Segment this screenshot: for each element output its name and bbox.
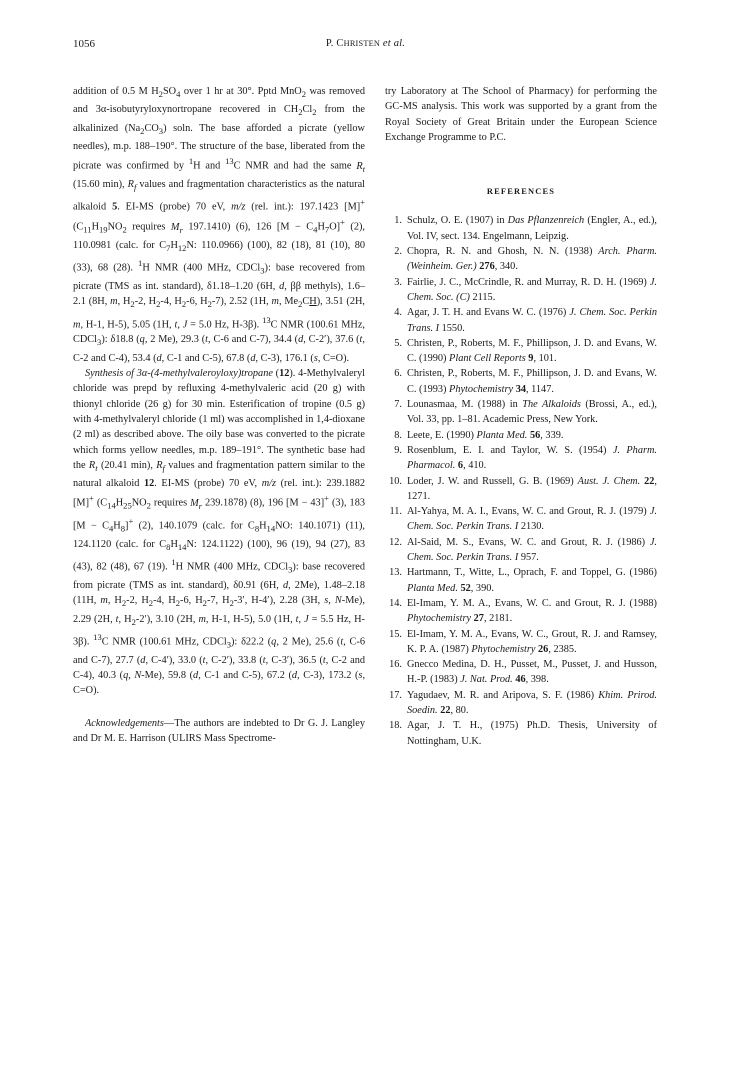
reference-number: 6. <box>394 368 402 380</box>
acknowledgements-continuation: try Laboratory at The School of Pharmacy) for performing the GC-MS analysis. This work was supported by a grant from the Royal Society of Great Britain under the European Science Exchange Programme to P.C. <box>385 86 657 143</box>
page-number: 1056 <box>73 38 95 50</box>
reference-text: Leete, E. (1990) Planta Med. 56, 339. <box>407 429 564 441</box>
reference-item <box>385 397 657 428</box>
reference-item <box>385 627 657 658</box>
reference-text: Agar, J. T. H. and Evans W. C. (1976) J. Chem. Soc. Perkin Trans. I 1550. <box>407 307 657 334</box>
reference-number: 9. <box>394 444 402 456</box>
reference-number: 4. <box>394 307 402 319</box>
reference-item <box>385 504 657 535</box>
reference-number: 13. <box>389 567 402 579</box>
reference-text: El-Imam, Y. M. A., Evans, W. C., Grout, R. J. and Ramsey, K. P. A. (1987) Phytochemistry 26, 2385. <box>407 628 657 655</box>
reference-text: Fairlie, J. C., McCrindle, R. and Murray, R. D. H. (1969) J. Chem. Soc. (C) 2115. <box>407 276 657 303</box>
left-column <box>73 84 365 746</box>
reference-item <box>385 596 657 627</box>
references-heading: REFERENCES <box>486 187 556 197</box>
reference-text: Schulz, O. E. (1907) in Das Pflanzenreich (Engler, A., ed.), Vol. IV, sect. 134. Engelmann, Leipzig. <box>407 215 657 242</box>
reference-number: 16. <box>389 659 402 671</box>
reference-text: Hartmann, T., Witte, L., Oprach, F. and Toppel, G. (1986) Planta Med. 52, 390. <box>407 567 657 594</box>
reference-text: Loder, J. W. and Russell, G. B. (1969) Aust. J. Chem. 22, 1271. <box>407 475 657 502</box>
reference-item <box>385 213 657 244</box>
right-column <box>385 84 657 749</box>
reference-text: Christen, P., Roberts, M. F., Phillipson, J. D. and Evans, W. C. (1990) Plant Cell Reports 9, 101. <box>407 337 657 365</box>
reference-item <box>385 718 657 749</box>
reference-item <box>385 366 657 397</box>
reference-item <box>385 657 657 688</box>
reference-item <box>385 275 657 306</box>
reference-number: 11. <box>389 506 402 518</box>
reference-number: 5. <box>394 337 402 349</box>
reference-item <box>385 535 657 566</box>
reference-text: Lounasmaa, M. (1988) in The Alkaloids (Brossi, A., ed.), Vol. 33, pp. 1–81. Academic Press, New York. <box>407 399 657 426</box>
reference-number: 7. <box>394 399 402 411</box>
reference-text: El-Imam, Y. M. A., Evans, W. C. and Grout, R. J. (1988) Phytochemistry 27, 2181. <box>407 597 657 625</box>
reference-item <box>385 428 657 443</box>
reference-item <box>385 244 657 275</box>
reference-item <box>385 688 657 719</box>
reference-text: Gnecco Medina, D. H., Pusset, M., Pusset, J. and Husson, H.-P. (1983) J. Nat. Prod. 46, 398. <box>407 659 657 686</box>
reference-number: 1. <box>394 215 402 227</box>
reference-item <box>385 305 657 336</box>
reference-item <box>385 336 657 367</box>
experimental-paragraph-nortropane: addition of 0.5 M $H_2SO_4$ over 1 hr at 30°. Pptd MnO$_2$ was removed and 3α-isobutyryloxynortropane recovered in $CH_2Cl_2$ from the alkalinized $(Na_2CO_3)$ soln. The base afforded a picrate (yellow needles), m.p. 188–190°. The structure of the base, liberated from the picrate was confirmed by $^1$H and $^{13}$C NMR and had the same $R_t$ (15.60 min), $R_f$ values and fragmentation characteristics as the natural alkaloid 5. EI-MS (probe) 70 eV, m/z (rel. int.): 197.1423 [M]+ ($C_{11}H_{19}NO_2$ requires $M_r$ 197.1410) (6), 126 $[M - C_4H_7O]^+$ (2), 110.0981 (calc. for $C_7H_{12}N$: 110.0966) (100), 82 (18), 81 (10), 80 (33), 68 (28). $^1$H NMR (400 MHz, CDCl$_3$): base recovered from picrate (TMS as int. standard), δ1.18–1.20 (6H, d, ββ methyls), 1.6–2.1 (8H, m, $H_2-2$, $H_2-4$, $H_2-6$, $H_2-7$), 2.52 (1H, m, $Me_2CH$), 3.51 (2H, m, H-1, H-5), 5.05 (1H, t, J = 5.0 Hz, H-3β). $^{13}$C NMR (100.61 MHz, CDCl$_3$): δ18.8 (q, 2 Me), 29.3 (t, C-6 and C-7), 34.4 (d, C-2′), 37.6 (t, C-2 and C-4), 53.4 (d, C-1 and C-5), 67.8 (d, C-3), 176.1 (s, C=O). <box>73 86 366 364</box>
reference-text: Yagudaev, M. R. and Aripova, S. F. (1986) Khim. Prirod. Soedin. 22, 80. <box>407 689 657 716</box>
reference-item <box>385 474 657 505</box>
reference-text: Chopra, R. N. and Ghosh, N. N. (1938) Arch. Pharm. (Weinheim. Ger.) 276, 340. <box>407 246 657 273</box>
reference-number: 10. <box>389 475 402 487</box>
reference-number: 8. <box>394 429 402 441</box>
reference-number: 17. <box>389 689 402 701</box>
reference-number: 18. <box>389 720 402 732</box>
reference-item <box>385 443 657 474</box>
reference-number: 3. <box>394 276 402 288</box>
reference-text: Al-Said, M. S., Evans, W. C. and Grout, R. J. (1986) J. Chem. Soc. Perkin Trans. I 957. <box>407 536 657 564</box>
reference-number: 14. <box>389 597 402 609</box>
running-head: P. CHRISTEN et al. <box>325 38 406 49</box>
reference-number: 12. <box>389 536 402 548</box>
acknowledgements: Acknowledgements—The authors are indebted to Dr G. J. Langley and Dr M. E. Harrison (ULIRS Mass Spectrome- <box>73 717 365 745</box>
synthesis-paragraph-methylvaleroyloxytropane: Synthesis of 3α-(4-methylvaleroyloxy)tropane (12). 4-Methylvaleryl chloride was prepd by refluxing 4-methylvaleric acid (20 g) with thionyl chloride (26 g) for 30 min. Esterification of tropine (0.5 g) with 4-methylvaleryl chloride (1 ml) was accomplished in 1,4-dioxane (2 ml) as described above. The oily base was converted to the picrate which forms yellow needles, m.p. 189–191°. The synthetic base had the $R_t$ (20.41 min), $R_f$ values and fragmentation pattern similar to the natural alkaloid 12. EI-MS (probe) 70 eV, m/z (rel. int.): 239.1882 [M]+ ($C_{14}H_{25}NO_2$ requires $M_r$ 239.1878) (8), 196 [M − 43]+ (3), 183 $[M - C_4H_8]^+$ (2), 140.1079 (calc. for $C_8H_{14}NO$: 140.1071) (11), 124.1120 (calc. for $C_8H_{14}N$: 124.1122) (100), 96 (19), 94 (27), 83 (43), 82 (48), 67 (19). $^1$H NMR (400 MHz, CDCl$_3$): base recovered from picrate (TMS as int. standard), δ0.91 (6H, d, 2Me), 1.48–2.18 (11H, m, $H_2-2$, $H_2-4$, $H_2-6$, $H_2-7$, $H_2-3'$, H-4′), 2.28 (3H, s, N-Me), 2.29 (2H, t, $H_2-2'$), 3.10 (2H, m, H-1, H-5), 5.0 (1H, t, J = 5.5 Hz, H-3β). $^{13}$C NMR (100.61 MHz, CDCl$_3$): δ22.2 (q, 2 Me), 25.6 (t, C-6 and C-7), 27.7 (d, C-4′), 33.0 (t, C-2′), 33.8 (t, C-3′), 36.5 (t, C-2 and C-4), 40.3 (q, N-Me), 59.8 (d, C-1 and C-5), 67.2 (d, C-3), 173.2 (s, C=O). <box>73 368 366 697</box>
reference-text: Rosenblum, E. I. and Taylor, W. S. (1954) J. Pharm. Pharmacol. 6, 410. <box>407 444 657 472</box>
reference-text: Al-Yahya, M. A. I., Evans, W. C. and Grout, R. J. (1979) J. Chem. Soc. Perkin Trans. I 2130. <box>407 506 657 533</box>
references-list <box>385 213 657 748</box>
reference-text: Christen, P., Roberts, M. F., Phillipson, J. D. and Evans, W. C. (1993) Phytochemistry 34, 1147. <box>407 368 657 395</box>
reference-number: 15. <box>389 628 402 640</box>
reference-item <box>385 565 657 596</box>
reference-text: Agar, J. T. H., (1975) Ph.D. Thesis, University of Nottingham, U.K. <box>407 720 657 747</box>
reference-number: 2. <box>394 246 402 258</box>
